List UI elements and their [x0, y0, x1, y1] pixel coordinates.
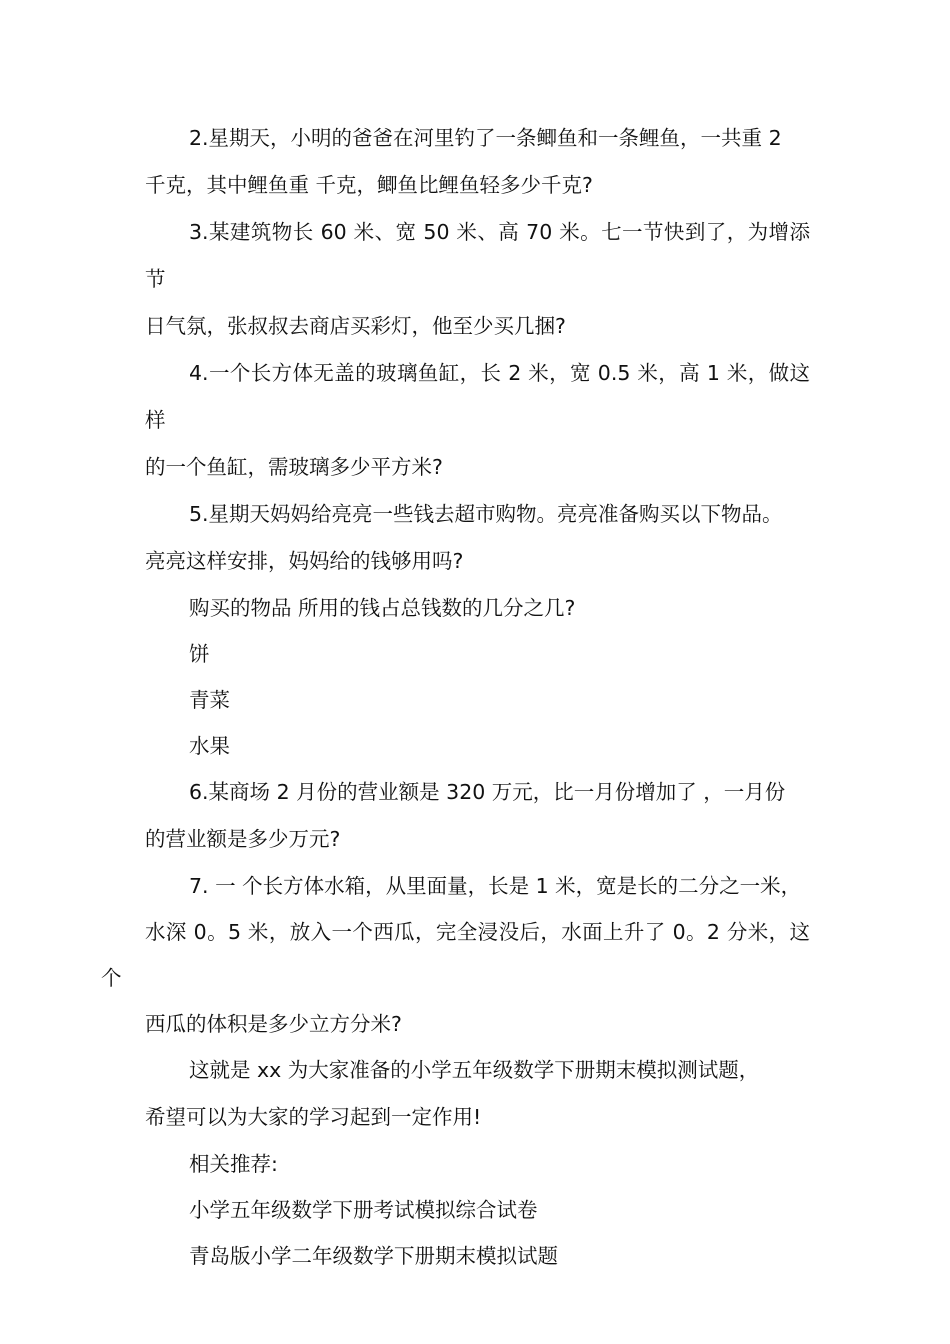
related-link-grade2[interactable]: 青岛版小学二年级数学下册期末模拟试题	[189, 1244, 558, 1268]
question-6	[145, 769, 810, 863]
question-5	[145, 491, 810, 585]
question-7	[101, 863, 810, 1047]
closing-paragraph	[145, 1047, 810, 1141]
question-5-line-1: 5.星期天妈妈给亮亮一些钱去超市购物。亮亮准备购买以下物品。	[189, 502, 783, 526]
closing-line-2: 希望可以为大家的学习起到一定作用!	[145, 1105, 482, 1129]
question-2	[145, 115, 810, 209]
question-3	[145, 209, 810, 350]
question-7-line-1: 7. 一 个长方体水箱，从里面量，长是 1 米，宽是长的二分之一米，	[189, 874, 802, 898]
related-heading: 相关推荐:	[189, 1152, 278, 1176]
question-4	[145, 350, 810, 491]
question-3-line-2: 日气氛，张叔叔去商店买彩灯，他至少买几捆?	[145, 314, 566, 338]
question-2-line-2: 千克，其中鲤鱼重 千克，鲫鱼比鲤鱼轻多少千克?	[145, 173, 593, 197]
question-3-line-1: 3.某建筑物长 60 米、宽 50 米、高 70 米。七一节快到了，为增添节	[145, 220, 810, 291]
question-6-line-1: 6.某商场 2 月份的营业额是 320 万元，比一月份增加了 ，一月份	[189, 780, 786, 804]
document-body	[101, 115, 810, 1279]
purchase-item-greens: 青菜	[189, 688, 230, 712]
purchase-item-fruit: 水果	[189, 734, 230, 758]
question-4-line-1: 4.一个长方体无盖的玻璃鱼缸，长 2 米，宽 0.5 米，高 1 米，做这样	[145, 361, 810, 432]
question-5-line-2: 亮亮这样安排，妈妈给的钱够用吗?	[145, 549, 464, 573]
question-4-line-2: 的一个鱼缸，需玻璃多少平方米?	[145, 455, 443, 479]
question-7-line-3: 西瓜的体积是多少立方分米?	[145, 1012, 402, 1036]
question-2-line-1: 2.星期天，小明的爸爸在河里钓了一条鲫鱼和一条鲤鱼，一共重 2	[189, 126, 782, 150]
related-link-grade5[interactable]: 小学五年级数学下册考试模拟综合试卷	[189, 1198, 538, 1222]
purchase-item-bing: 饼	[189, 642, 210, 666]
purchase-table-header: 购买的物品 所用的钱占总钱数的几分之几?	[189, 596, 576, 620]
question-6-line-2: 的营业额是多少万元?	[145, 827, 341, 851]
closing-line-1: 这就是 xx 为大家准备的小学五年级数学下册期末模拟测试题，	[189, 1058, 760, 1082]
question-7-line-2: 水深 0。5 米，放入一个西瓜，完全浸没后，水面上升了 0。2 分米，这个	[101, 920, 810, 990]
